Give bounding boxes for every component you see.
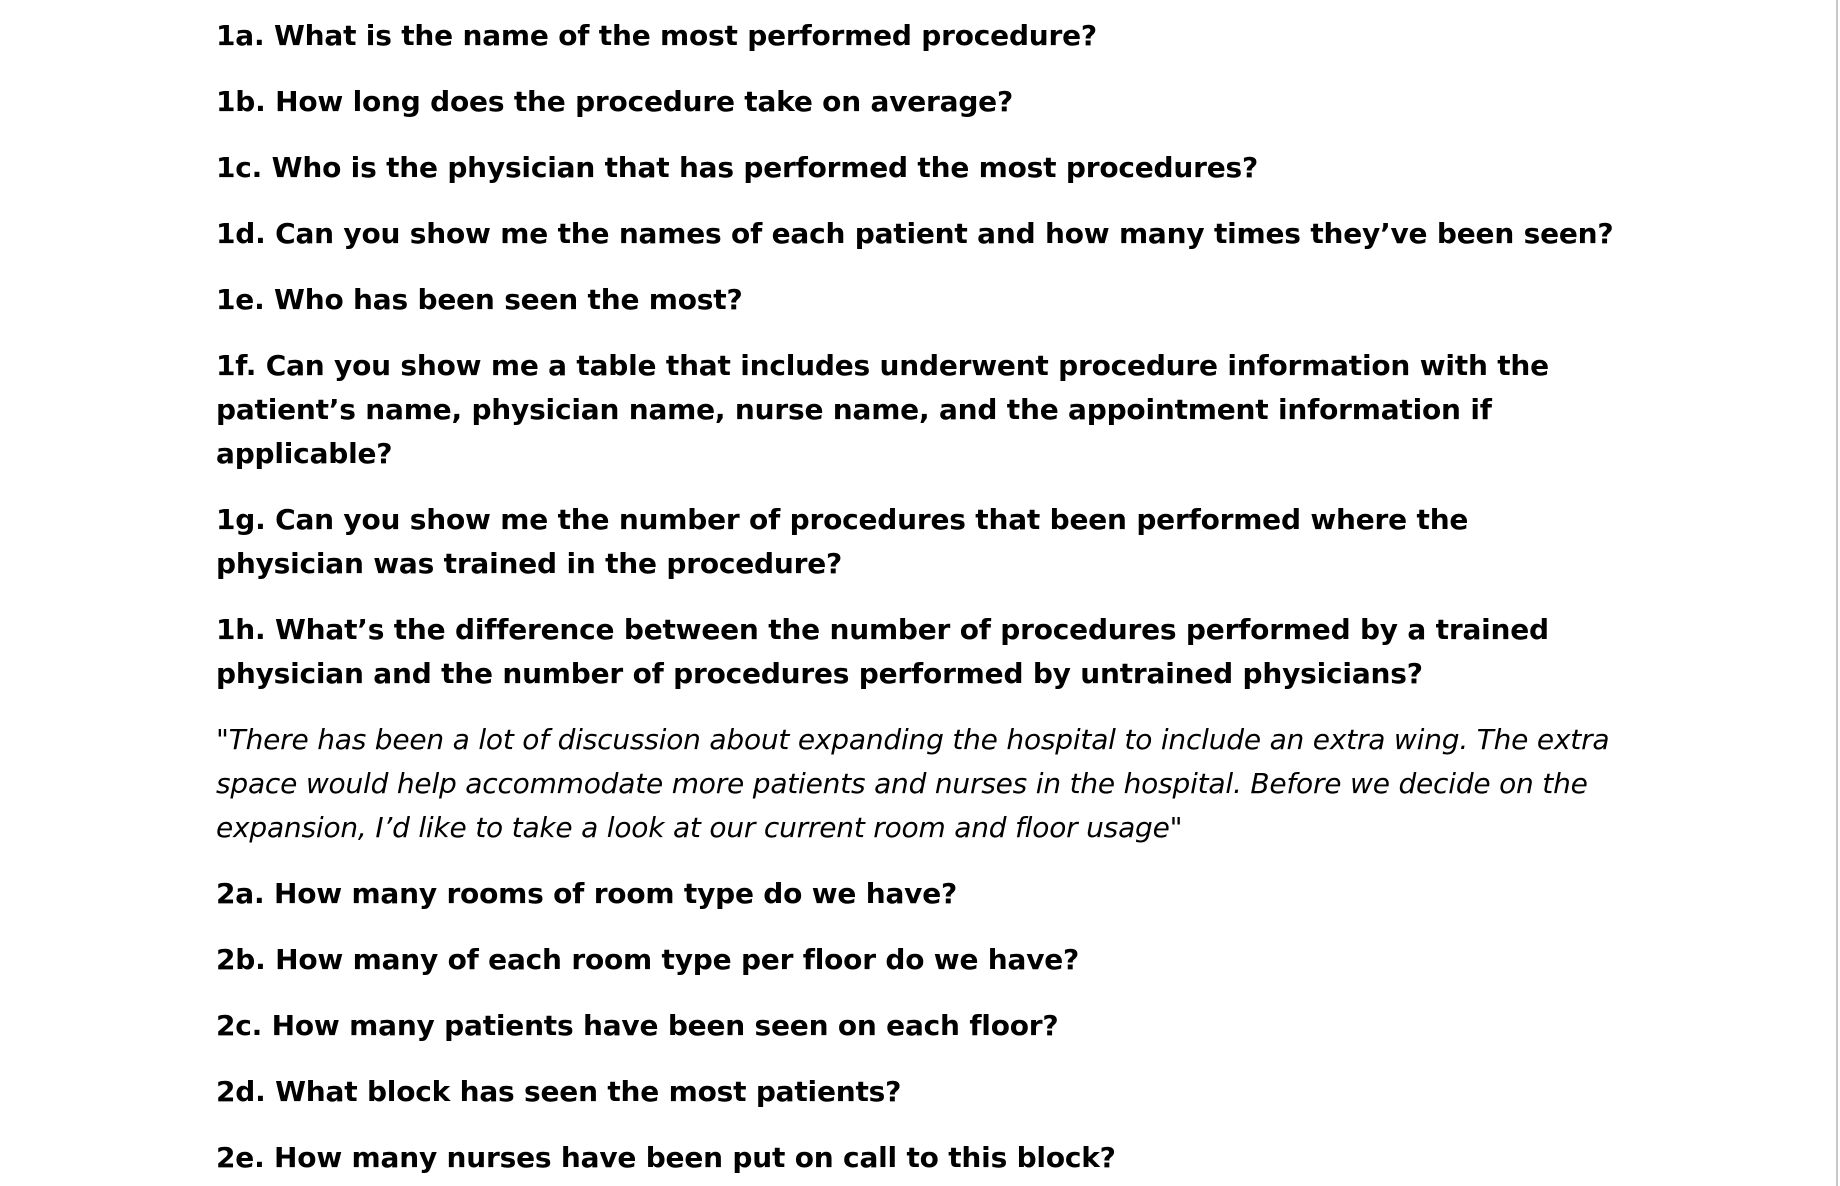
question-1b: 1b. How long does the procedure take on average? bbox=[216, 85, 1014, 118]
question-1g: 1g. Can you show me the number of procedures that been performed where the physician was trained in the procedure? bbox=[216, 503, 1469, 580]
question-1d: 1d. Can you show me the names of each patient and how many times they’ve been seen? bbox=[216, 217, 1614, 250]
question-1h: 1h. What’s the difference between the number of procedures performed by a trained physician and the number of procedures performed by untrained physicians? bbox=[216, 613, 1549, 690]
question-1a: 1a. What is the name of the most performed procedure? bbox=[216, 19, 1097, 52]
question-1c: 1c. Who is the physician that has performed the most procedures? bbox=[216, 151, 1259, 184]
page-edge-divider bbox=[1836, 0, 1838, 1186]
question-2a: 2a. How many rooms of room type do we have? bbox=[216, 877, 958, 910]
question-2e: 2e. How many nurses have been put on call to this block? bbox=[216, 1141, 1116, 1174]
question-2d: 2d. What block has seen the most patients? bbox=[216, 1075, 902, 1108]
question-2b: 2b. How many of each room type per floor do we have? bbox=[216, 943, 1080, 976]
document-body bbox=[216, 14, 1616, 1186]
question-2c: 2c. How many patients have been seen on each floor? bbox=[216, 1009, 1059, 1042]
question-1f: 1f. Can you show me a table that includes underwent procedure information with the patient’s name, physician name, nurse name, and the appointment information if applicable? bbox=[216, 349, 1549, 470]
question-1e: 1e. Who has been seen the most? bbox=[216, 283, 743, 316]
scenario-quote: "There has been a lot of discussion about expanding the hospital to include an extra wing. The extra space would help accommodate more patients and nurses in the hospital. Before we decide on the expansion, I’d like to take a look at our current room and floor usage" bbox=[216, 723, 1610, 844]
